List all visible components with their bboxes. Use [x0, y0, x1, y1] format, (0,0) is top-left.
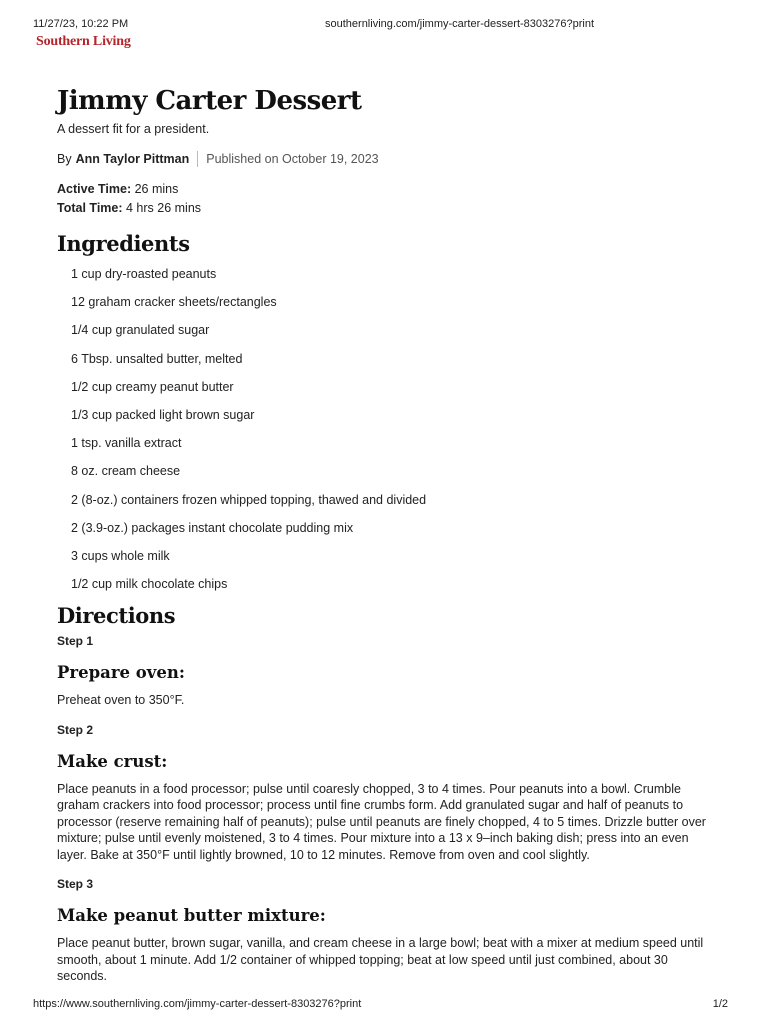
ingredients-list	[71, 266, 717, 604]
author-link[interactable]: Ann Taylor Pittman	[75, 152, 190, 166]
active-time-value: 26 mins	[134, 182, 179, 196]
recipe-article	[57, 84, 717, 985]
by-label: By	[57, 152, 72, 166]
step-title: Prepare oven:	[57, 663, 185, 683]
step-3	[57, 877, 717, 985]
active-time-row	[57, 180, 717, 199]
step-label: Step 1	[57, 634, 94, 649]
byline	[57, 151, 717, 167]
total-time-row	[57, 199, 717, 218]
ingredient-item: 2 (8-oz.) containers frozen whipped topping, thawed and divided	[71, 492, 427, 507]
print-url: southernliving.com/jimmy-carter-dessert-8303276?print	[325, 18, 595, 30]
ingredient-item: 1/2 cup creamy peanut butter	[71, 379, 234, 394]
step-label: Step 3	[57, 877, 94, 892]
ingredients-heading: Ingredients	[57, 231, 190, 256]
byline-divider	[197, 151, 198, 167]
step-text: Place peanuts in a food processor; pulse until coaresly chopped, 3 to 4 times. Pour peanuts into a bowl. Crumble graham crackers into food processor; process until fine crumbs form. Add granulated sugar and half of peanuts to processor (reserve remaining half of peanuts); pulse until peanuts are finely chopped, 4 to 5 times. Drizzle butter over mixture; pulse until evenly moistened, 3 to 4 times. Pour mixture into a 13 x 9–inch baking dish; press into an even layer. Bake at 350°F until lightly browned, 10 to 12 minutes. Remove from oven and cool slightly.	[57, 781, 706, 862]
active-time-label: Active Time:	[57, 182, 132, 196]
published-date: Published on October 19, 2023	[206, 152, 379, 166]
ingredient-item: 6 Tbsp. unsalted butter, melted	[71, 351, 243, 366]
southern-living-logo[interactable]: Southern Living	[36, 34, 131, 49]
ingredient-item: 3 cups whole milk	[71, 548, 170, 563]
ingredient-item: 12 graham cracker sheets/rectangles	[71, 295, 277, 310]
step-2	[57, 723, 717, 864]
ingredient-item: 1 tsp. vanilla extract	[71, 436, 182, 451]
ingredient-item: 2 (3.9-oz.) packages instant chocolate pudding mix	[71, 520, 354, 535]
step-title: Make peanut butter mixture:	[57, 906, 326, 926]
step-text: Place peanut butter, brown sugar, vanilla, and cream cheese in a large bowl; beat with a mixer at medium speed until smooth, about 1 minute. Add 1/2 container of whipped topping; beat at low speed until just combined, about 30 seconds.	[57, 936, 704, 984]
step-text: Preheat oven to 350°F.	[57, 693, 185, 708]
recipe-subtitle: A dessert fit for a president.	[57, 122, 210, 136]
directions-heading: Directions	[57, 603, 176, 629]
footer-url: https://www.southernliving.com/jimmy-carter-dessert-8303276?print	[33, 998, 362, 1010]
step-label: Step 2	[57, 722, 94, 737]
step-1	[57, 634, 717, 709]
recipe-title: Jimmy Carter Dessert	[57, 86, 362, 116]
ingredient-item: 1 cup dry-roasted peanuts	[71, 267, 217, 281]
page-number: 1/2	[712, 998, 728, 1010]
step-title: Make crust:	[57, 751, 168, 771]
ingredient-item: 1/2 cup milk chocolate chips	[71, 577, 228, 592]
print-timestamp: 11/27/23, 10:22 PM	[33, 18, 129, 30]
ingredient-item: 1/3 cup packed light brown sugar	[71, 407, 255, 422]
ingredient-item: 1/4 cup granulated sugar	[71, 323, 210, 338]
total-time-label: Total Time:	[57, 201, 123, 215]
recipe-times	[57, 180, 717, 218]
ingredient-item: 8 oz. cream cheese	[71, 464, 181, 479]
total-time-value: 4 hrs 26 mins	[126, 201, 202, 215]
